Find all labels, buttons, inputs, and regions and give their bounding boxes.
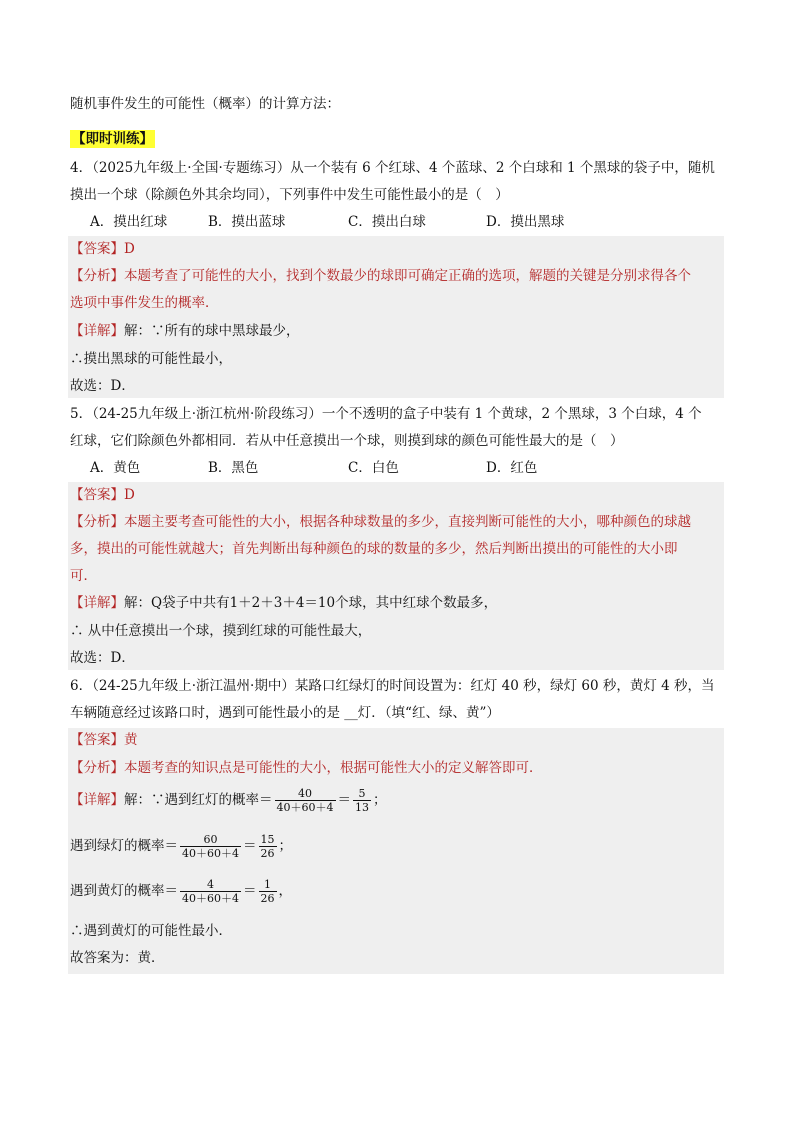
q6-conclusion: ∴遇到黄灯的可能性最小．: [70, 923, 232, 939]
q4-detail-line2: ∴摸出黑球的可能性最小，: [70, 351, 232, 367]
q4-answer: 【答案】D: [70, 241, 135, 257]
section-tag-line: [70, 130, 155, 148]
q6-analysis-line1: 【分析】本题考查的知识点是可能性的大小，根据可能性大小的定义解答即可．: [70, 760, 543, 776]
q4-options: [90, 213, 564, 231]
q4-solution-box: [68, 236, 724, 398]
q5-analysis-line3: 可．: [70, 568, 97, 584]
q6-red-result-fraction: $\frac{5}{13}$: [355, 787, 369, 814]
q6-red-fraction: $\frac{40}{40+60+4}$: [276, 787, 334, 814]
q5-stem-line2: 红球，它们除颜色外都相同．若从中任意摸出一个球，则摸到球的颜色可能性最大的是（ ）: [70, 433, 624, 449]
q6-stem-line2: 车辆随意经过该路口时，遇到可能性最小的是 __灯．（填“红、绿、黄”）: [70, 705, 500, 721]
q4-option-d: D．摸出黑球: [486, 214, 565, 230]
q4-option-a: A．摸出红球: [90, 214, 168, 230]
q4-stem-line2: 摸出一个球（除颜色外其余均同），下列事件中发生可能性最小的是（ ）: [70, 187, 509, 203]
q6-green-result-fraction: $\frac{15}{26}$: [260, 833, 275, 860]
intro-text: 随机事件发生的可能性（概率）的计算方法：: [70, 96, 340, 112]
q5-option-a: A．黄色: [90, 460, 141, 476]
q5-stem-line1: 5．（24-25九年级上·浙江杭州·阶段练习）一个不透明的盒子中装有 1 个黄球，2 个黑球，3 个白球，4 个: [70, 406, 702, 422]
q5-solution-box: [68, 482, 724, 670]
q4-detail-line3: 故选：D．: [70, 378, 135, 394]
q4-analysis-line1: 【分析】本题考查了可能性的大小，找到个数最少的球即可确定正确的选项，解题的关键是分别求得各个: [70, 268, 691, 284]
q6-stem-line1: 6．（24-25九年级上·浙江温州·期中）某路口红绿灯的时间设置为：红灯 40 秒，绿灯 60 秒，黄灯 4 秒，当: [70, 678, 715, 694]
q5-analysis-line1: 【分析】本题主要考查可能性的大小，根据各种球数量的多少，直接判断可能性的大小，哪种颜色的球越: [70, 514, 691, 530]
q6-yellow-light-line: 遇到黄灯的概率＝ $\frac{4}{40+60+4}$ ＝ $\frac{1}{26}$ ，: [70, 878, 292, 905]
q5-detail-line3: 故选：D．: [70, 650, 135, 666]
q4-option-c: C．摸出白球: [348, 214, 426, 230]
q6-red-light-line: 【详解】解：∵遇到红灯的概率＝ $\frac{40}{40+60+4}$ ＝ $\frac{5}{13}$ ；: [70, 787, 387, 814]
q6-green-fraction: $\frac{60}{40+60+4}$: [182, 833, 239, 860]
section-tag: 【即时训练】: [72, 131, 153, 147]
q6-answer: 【答案】黄: [70, 732, 138, 748]
q4-detail-line1: 【详解】解：∵所有的球中黑球最少，: [70, 323, 300, 339]
q5-analysis-line2: 多，摸出的可能性就越大；首先判断出每种颜色的球的数量的多少，然后判断出摸出的可能性的大小即: [70, 541, 678, 557]
q4-stem-line1: 4．（2025九年级上·全国·专题练习）从一个装有 6 个红球、4 个蓝球、2 个白球和 1 个黑球的袋子中，随机: [70, 160, 715, 176]
q4-analysis-line2: 选项中事件发生的概率．: [70, 295, 219, 311]
q6-final-answer: 故答案为：黄．: [70, 950, 165, 966]
q5-detail-line1: 【详解】解：Q袋子中共有1＋2＋3＋4＝10个球，其中红球个数最多，: [70, 595, 498, 611]
q5-option-c: C．白色: [348, 460, 399, 476]
q6-yellow-result-fraction: $\frac{1}{26}$: [260, 878, 275, 905]
q6-yellow-fraction: $\frac{4}{40+60+4}$: [182, 878, 239, 905]
q6-green-light-line: 遇到绿灯的概率＝ $\frac{60}{40+60+4}$ ＝ $\frac{15}{26}$ ；: [70, 833, 292, 860]
q4-option-b: B．摸出蓝球: [208, 214, 286, 230]
q5-option-d: D．红色: [486, 460, 538, 476]
q5-detail-line2: ∴ 从中任意摸出一个球，摸到红球的可能性最大，: [70, 623, 372, 639]
q5-options: [90, 459, 537, 477]
q5-answer: 【答案】D: [70, 487, 135, 503]
q5-option-b: B．黑色: [208, 460, 259, 476]
